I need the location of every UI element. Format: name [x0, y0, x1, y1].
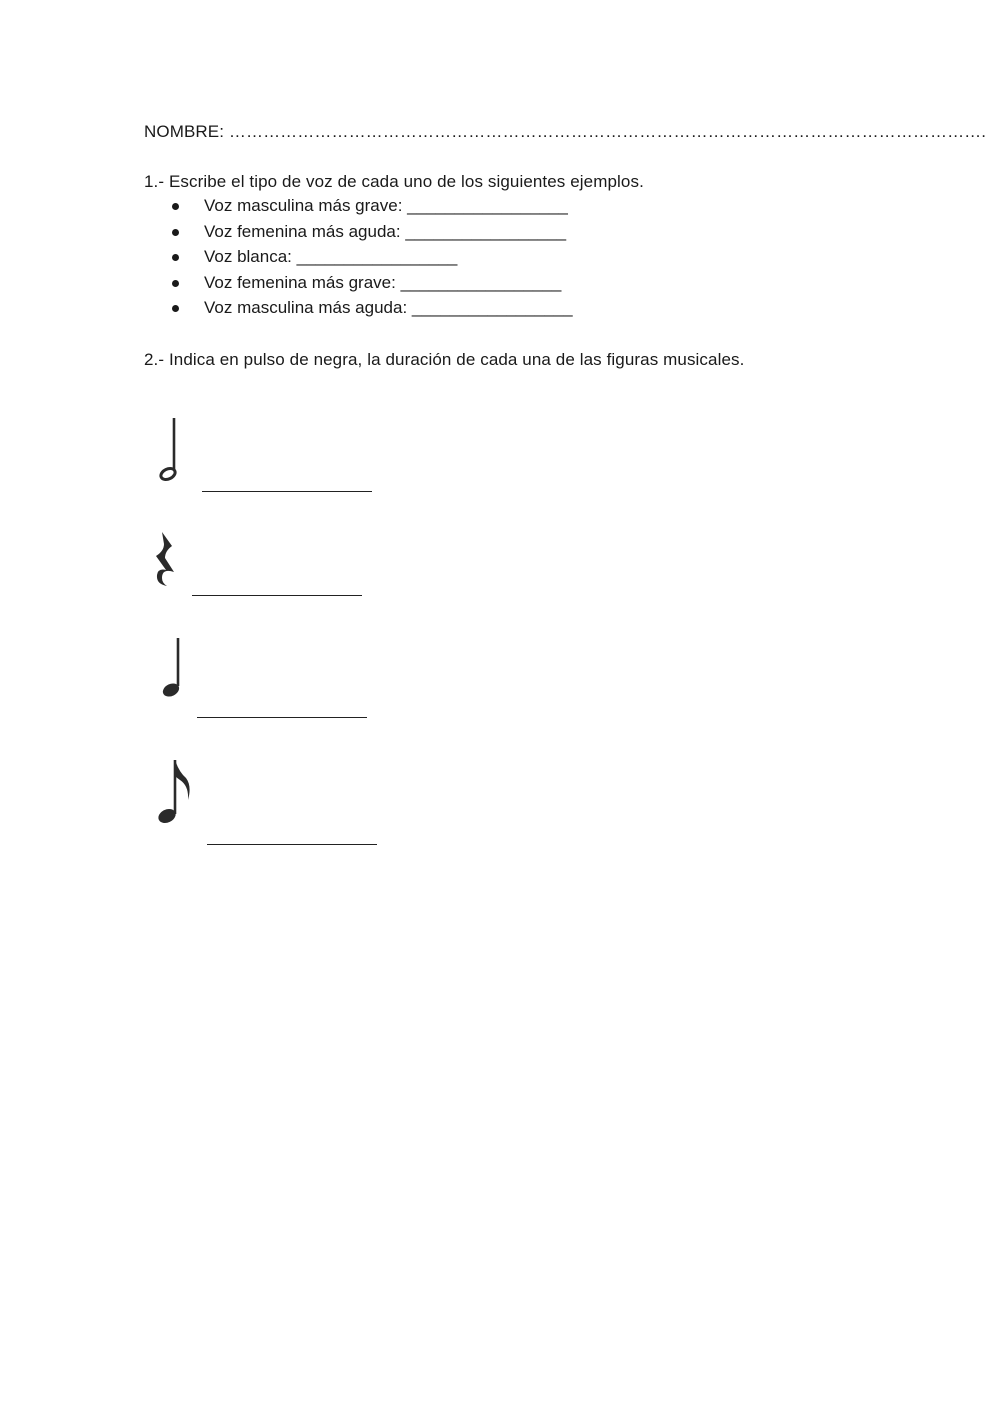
answer-blank[interactable]: _________________ — [400, 272, 562, 292]
eighth-note-icon — [148, 754, 194, 828]
answer-blank[interactable]: _________________ — [411, 298, 573, 317]
bullet-icon — [172, 254, 179, 261]
answer-line[interactable] — [192, 594, 362, 596]
voice-item-label: Voz femenina más aguda: — [204, 221, 401, 241]
quarter-rest-icon — [148, 528, 184, 590]
question-2-prompt: 2.- Indica en pulso de negra, la duración de cada una de las figuras musicales. — [144, 350, 745, 369]
bullet-icon — [172, 280, 179, 287]
half-note-icon — [152, 414, 188, 488]
voice-item-label: Voz masculina más aguda: — [204, 298, 408, 317]
answer-blank[interactable]: _________________ — [296, 247, 458, 266]
voice-item-label: Voz masculina más grave: — [204, 196, 403, 215]
question-1-prompt: 1.- Escribe el tipo de voz de cada uno de los siguientes ejemplos. — [144, 172, 644, 191]
answer-blank[interactable]: _________________ — [405, 221, 567, 241]
name-line — [144, 122, 986, 142]
answer-line[interactable] — [202, 490, 372, 492]
quarter-note-icon — [152, 634, 188, 704]
voice-item-label: Voz blanca: — [204, 247, 292, 266]
voice-item-label: Voz femenina más grave: — [204, 272, 396, 292]
answer-line[interactable] — [207, 843, 377, 845]
bullet-icon — [172, 203, 179, 210]
answer-blank[interactable]: _________________ — [407, 196, 568, 215]
name-dotted-field[interactable]: ……………………………………………………………………………………………………………………. — [228, 122, 987, 141]
answer-line[interactable] — [197, 716, 367, 718]
bullet-icon — [172, 305, 179, 312]
bullet-icon — [172, 229, 179, 236]
name-label: NOMBRE: — [144, 122, 225, 141]
